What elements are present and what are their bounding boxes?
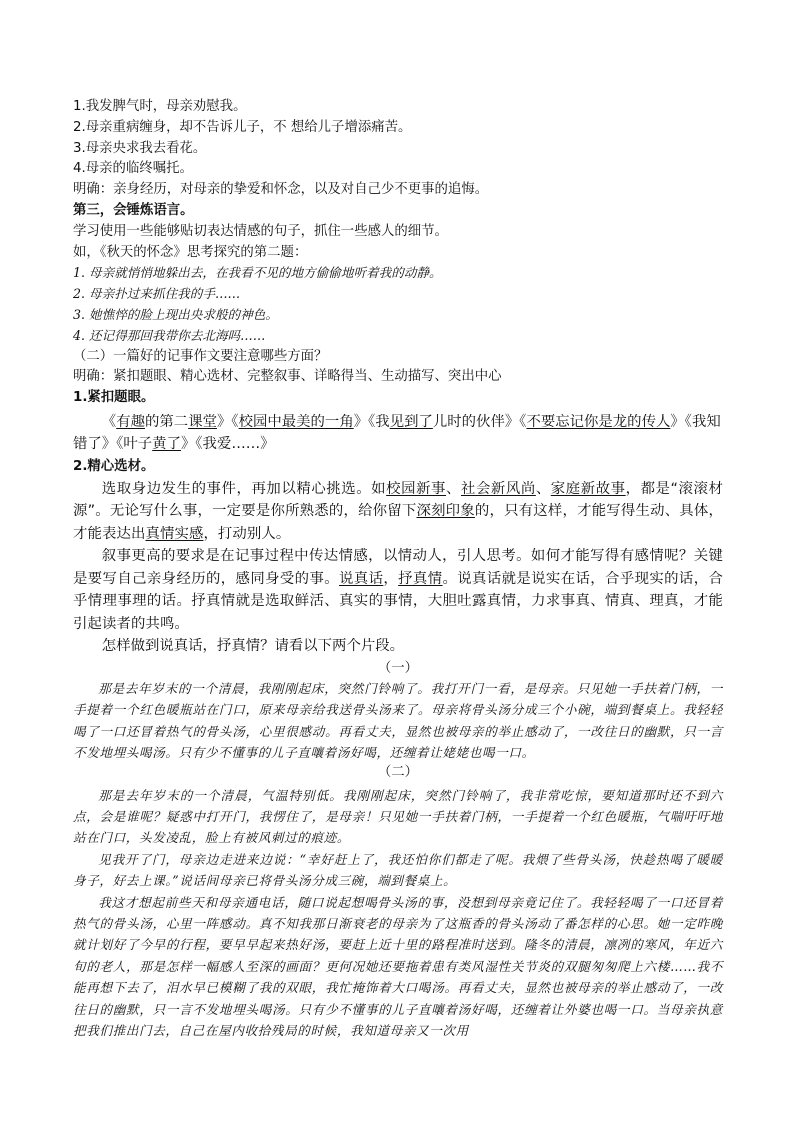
text-run: 叙事更高的要求是在记事过程中传达情感，以情动人，引人思考。如何才能写得有感情呢？关键是要写自己亲身经历的，感同身受的事。 xyxy=(73,548,723,587)
underlined-text: 课堂 xyxy=(188,413,217,430)
list-item: 2.母亲重病缠身，却不告诉儿子，不 想给儿子增添痛苦。 xyxy=(73,119,412,135)
text-run: ，都是“滚滚材源”。无论写什么事，一定要是你所熟悉的，给你留下 xyxy=(73,480,723,520)
text-run: 》《叶子 xyxy=(101,436,153,453)
text-run: 选取身边发生的事件，再加以精心挑选。如 xyxy=(101,480,387,497)
text-run: 《 xyxy=(101,413,117,430)
segment-label: （二） xyxy=(377,764,419,780)
point-heading: 2.精心选材。 xyxy=(73,458,155,474)
select-material-paragraph xyxy=(73,478,723,546)
text-run: 错了 xyxy=(73,436,102,453)
document-page xyxy=(73,97,723,1041)
text-run: 的第二 xyxy=(145,413,189,430)
segment-two-paragraph: 我这才想起前些天和母亲通电话，随口说起想喝骨头汤的事，没想到母亲竟记住了。我轻轻喝了一口还冒着热气的骨头汤，心里一阵感动。真不知我那日渐衰老的母亲为了这瓶香的骨头汤动了番怎样的心思。她一定昨晚就计划好了今早的行程，要早早起来热好汤，要赶上近十里的路程准时送到。隆冬的清晨，凛冽的寒风，年近六旬的老人，那是怎样一幅感人至深的画面？更何况她还要拖着患有类风湿性关节炎的双腿匆匆爬上六楼……我不能再想下去了，泪水早已模糊了我的双眼，我忙掩饰着大口喝汤。再看丈夫，显然也被母亲的举止感动了，一改往日的幽默，只一言不发地埋头喝汤。只有少不懂事的儿子直嚷着汤好喝，还缠着让外婆也喝一口。当母亲执意把我们推出门去，自己在屋内收拾残局的时候，我知道母亲又一次用 xyxy=(73,894,723,1039)
body-text: 学习使用一些能够贴切表达情感的句子，抓住一些感人的细节。 xyxy=(73,223,448,239)
segment-two-paragraph: 见我开了门，母亲边走进来边说：“幸好赶上了，我还怕你们都走了呢。我煨了些骨头汤，快趁热喝了暖暖身子，好去上课。”说话间母亲已将骨头汤分成三碗，端到餐桌上。 xyxy=(73,851,723,889)
underlined-text: 抒真情 xyxy=(398,570,443,587)
segment-one-text: 那是去年岁末的一个清晨，我刚刚起床，突然门铃响了。我打开门一看，是母亲。只见她一手扶着门柄，一手提着一个红色暖瓶站在门口，原来母亲给我送骨头汤来了。母亲将骨头汤分成三个小碗，端到餐桌上。我轻轻喝了一口还冒着热气的骨头汤，心里很感动。再看丈夫，显然也被母亲的举止感动了，一改往日的幽默，只一言不发地埋头喝汤。只有少不懂事的儿子直嚷着汤好喝，还缠着让姥姥也喝一口。 xyxy=(73,680,723,761)
underlined-text: 见到了 xyxy=(389,413,433,430)
text-run: 、 xyxy=(535,480,551,497)
segment-label: （一） xyxy=(377,660,419,676)
text-run: 的，只有这样，才能写得生动、具体，才能表达出 xyxy=(73,503,723,542)
segment-two-paragraph: 那是去年岁末的一个清晨，气温特别低。我刚刚起床，突然门铃响了，我非常吃惊，要知道那时还不到六点，会是谁呢？疑惑中打开门，我愣住了，是母亲！只见她一手扶着门柄，一手提着一个红色暖瓶，气喘吁吁地站在门口，头发凌乱，脸上有被风刺过的痕迹。 xyxy=(73,787,723,846)
underlined-text: 社会新风尚 xyxy=(461,480,536,497)
point-heading: 1.紧扣题眼。 xyxy=(73,390,155,406)
underlined-text: 家庭新故事 xyxy=(550,480,626,497)
text-run: ，打动别人。 xyxy=(203,525,291,542)
clarification-text: 明确：亲身经历，对母亲的挚爱和怀念，以及对自己少不更事的追悔。 xyxy=(73,182,489,198)
text-run: 》《我 xyxy=(353,413,390,430)
underlined-text: 说真话 xyxy=(339,570,384,587)
text-run: 、 xyxy=(446,480,461,497)
text-run: 儿时的伙伴》《 xyxy=(432,413,527,430)
quote-item: 4. 还记得那回我带你去北海吗…… xyxy=(73,327,266,343)
list-item: 3.母亲央求我去看花。 xyxy=(73,140,207,156)
title-examples-line1 xyxy=(73,411,723,434)
example-intro: 如，《秋天的怀念》思考探究的第二题： xyxy=(73,244,308,260)
clarification-text: 明确：紧扣题眼、精心选材、完整叙事、详略得当、生动描写、突出中心 xyxy=(73,369,502,385)
text-run: ， xyxy=(383,570,399,587)
underlined-text: 深刻印象 xyxy=(416,503,475,520)
quote-item: 2. 母亲扑过来抓住我的手…… xyxy=(73,286,241,302)
quote-item: 3. 她憔悴的脸上现出央求般的神色。 xyxy=(73,306,278,322)
underlined-text: 校园中最美的一角 xyxy=(238,413,354,430)
narration-paragraph xyxy=(73,545,723,635)
question-heading: （二）一篇好的记事作文要注意哪些方面？ xyxy=(73,348,328,364)
text-run: 》《我知 xyxy=(670,413,721,430)
underlined-text: 校园新事 xyxy=(386,480,447,497)
underlined-text: 不要忘记你是龙的传人 xyxy=(526,413,671,430)
title-examples-line2 xyxy=(73,433,723,456)
text-run: 》《我爱……》 xyxy=(180,436,275,453)
underlined-text: 真情实感 xyxy=(145,525,204,542)
how-paragraph: 怎样做到说真话，抒真情？请看以下两个片段。 xyxy=(101,638,405,655)
quote-item: 1. 母亲就悄悄地躲出去，在我看不见的地方偷偷地听着我的动静。 xyxy=(73,265,442,281)
list-item: 4.母亲的临终嘱托。 xyxy=(73,161,193,177)
underlined-text: 有趣 xyxy=(116,413,145,430)
text-run: 》《 xyxy=(216,413,239,430)
section-heading: 第三，会锤炼语言。 xyxy=(73,202,194,218)
text-run: 。说真话就是说实在话，合乎现实的话，合乎情理事理的话。抒真情就是选取鲜活、真实的事情，大胆吐露真情，力求事真、情真、理真，才能引起读者的共鸣。 xyxy=(73,570,723,632)
list-item: 1.我发脾气时，母亲劝慰我。 xyxy=(73,99,247,114)
underlined-text: 黄了 xyxy=(152,436,181,453)
